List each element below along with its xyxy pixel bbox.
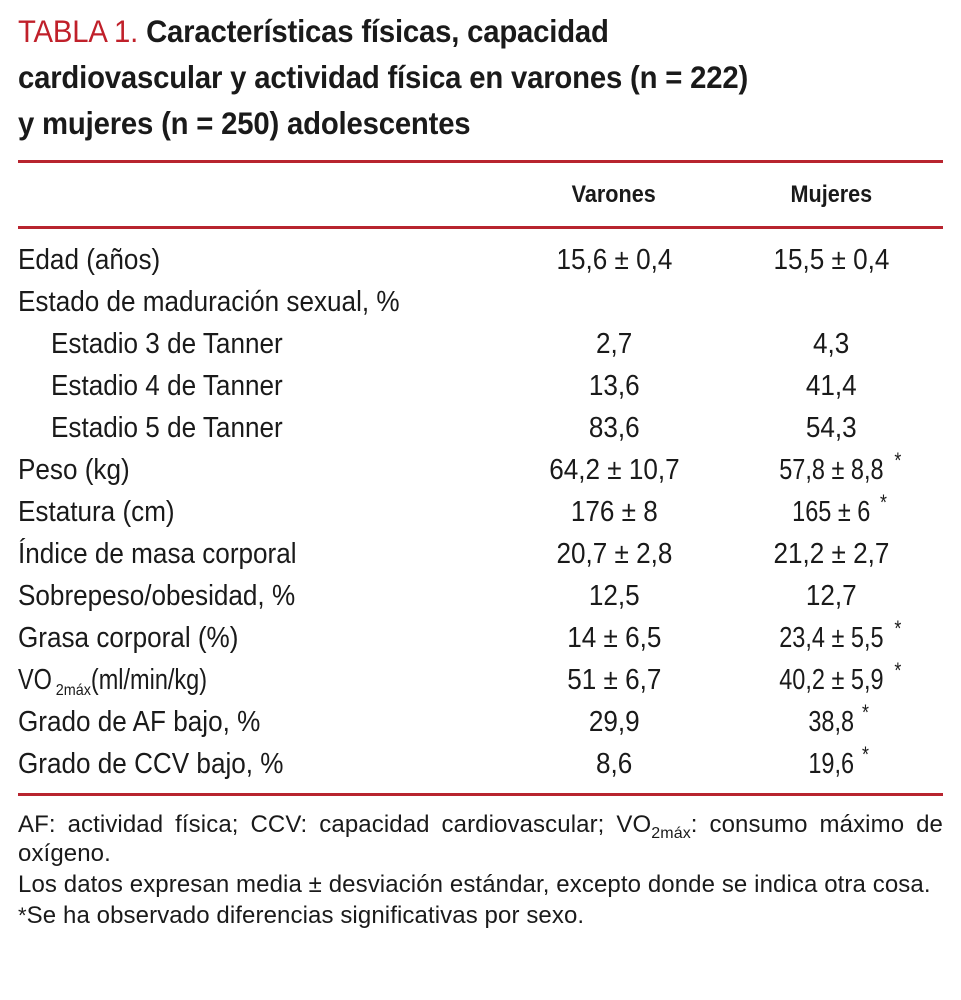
significance-mark: * (862, 699, 870, 725)
significance-mark: * (894, 657, 902, 683)
significance-mark: * (862, 741, 870, 767)
cell-mujeres: 165 ± 6 * (792, 489, 888, 528)
header-cell-varones: Varones (571, 180, 657, 208)
cell-varones: 176 ± 8 (570, 495, 658, 528)
table-row (18, 617, 943, 659)
significance-mark: * (894, 615, 902, 641)
significance-mark: * (880, 489, 888, 515)
cell-varones: 20,7 ± 2,8 (556, 537, 672, 570)
cell-varones: 12,5 (588, 579, 640, 612)
cell-mujeres: 57,8 ± 8,8 * (779, 447, 902, 486)
cell-varones: 14 ± 6,5 (566, 621, 662, 654)
caption-line-3: y mujeres (n = 250) adolescentes (18, 105, 471, 141)
cell-varones: 64,2 ± 10,7 (548, 453, 680, 486)
row-label: Sobrepeso/obesidad, % (18, 579, 296, 612)
row-label: Índice de masa corporal (18, 537, 297, 570)
row-label: VO $_{2máx}$(ml/min/kg) (18, 663, 208, 699)
row-label: Estadio 3 de Tanner (51, 327, 283, 360)
cell-mujeres: 41,4 (806, 369, 857, 402)
cell-mujeres: 4,3 (813, 327, 850, 360)
data-table (18, 163, 943, 226)
table-row (18, 659, 943, 701)
row-label: Estado de maduración sexual, % (18, 285, 400, 318)
cell-varones (508, 281, 720, 323)
cell-mujeres: 19,6 * (808, 741, 870, 780)
cell-mujeres: 54,3 (806, 411, 857, 444)
table-footnotes (18, 810, 943, 930)
cell-varones: 83,6 (588, 411, 640, 444)
row-label: Edad (años) (18, 243, 161, 276)
cell-mujeres: 40,2 ± 5,9 * (779, 657, 902, 696)
caption-line-2: cardiovascular y actividad física en varones (n = 222) (18, 59, 749, 95)
table-row (18, 533, 943, 575)
cell-varones: 51 ± 6,7 (566, 663, 662, 696)
footnote-data: Los datos expresan media ± desviación estándar, excepto donde se indica otra cosa. (18, 871, 931, 898)
cell-varones: 2,7 (595, 327, 633, 360)
cell-varones: 15,6 ± 0,4 (556, 243, 672, 276)
row-label: Grasa corporal (%) (18, 621, 239, 654)
cell-varones: 29,9 (588, 705, 640, 738)
header-cell-mujeres: Mujeres (790, 180, 873, 208)
row-label: Grado de AF bajo, % (18, 705, 261, 738)
table-row (18, 743, 943, 793)
row-label: Estadio 4 de Tanner (51, 369, 283, 402)
row-label: Estadio 5 de Tanner (51, 411, 283, 444)
row-label: Grado de CCV bajo, % (18, 747, 284, 780)
cell-mujeres (720, 281, 943, 323)
footnote-significance: *Se ha observado diferencias significativas por sexo. (18, 902, 585, 929)
table-row (18, 407, 943, 449)
data-table-body (18, 229, 943, 793)
footnote-abbreviations: AF: actividad física; CCV: capacidad cardiovascular; $VO_{2máx}$: consumo máximo de oxígeno. (18, 811, 943, 867)
table-row (18, 281, 943, 323)
header-cell-empty (18, 163, 508, 226)
bottom-rule (18, 793, 943, 796)
cell-mujeres: 21,2 ± 2,7 (773, 537, 890, 570)
row-label: Peso (kg) (18, 453, 130, 486)
table-caption (18, 8, 948, 146)
cell-mujeres: 38,8 * (808, 699, 870, 738)
cell-varones: 13,6 (588, 369, 640, 402)
table-row (18, 575, 943, 617)
cell-mujeres: 15,5 ± 0,4 (773, 243, 890, 276)
cell-mujeres: 12,7 (806, 579, 857, 612)
row-label: Estatura (cm) (18, 495, 175, 528)
cell-varones: 8,6 (595, 747, 633, 780)
header-row (18, 163, 943, 226)
cell-mujeres: 23,4 ± 5,5 * (779, 615, 902, 654)
table-row (18, 491, 943, 533)
table-row (18, 229, 943, 281)
table-row (18, 449, 943, 491)
table-row (18, 701, 943, 743)
caption-line-1: Características físicas, capacidad (146, 13, 609, 49)
table-label: TABLA 1. (18, 13, 139, 49)
table-row (18, 323, 943, 365)
table-row (18, 365, 943, 407)
significance-mark: * (894, 447, 902, 473)
